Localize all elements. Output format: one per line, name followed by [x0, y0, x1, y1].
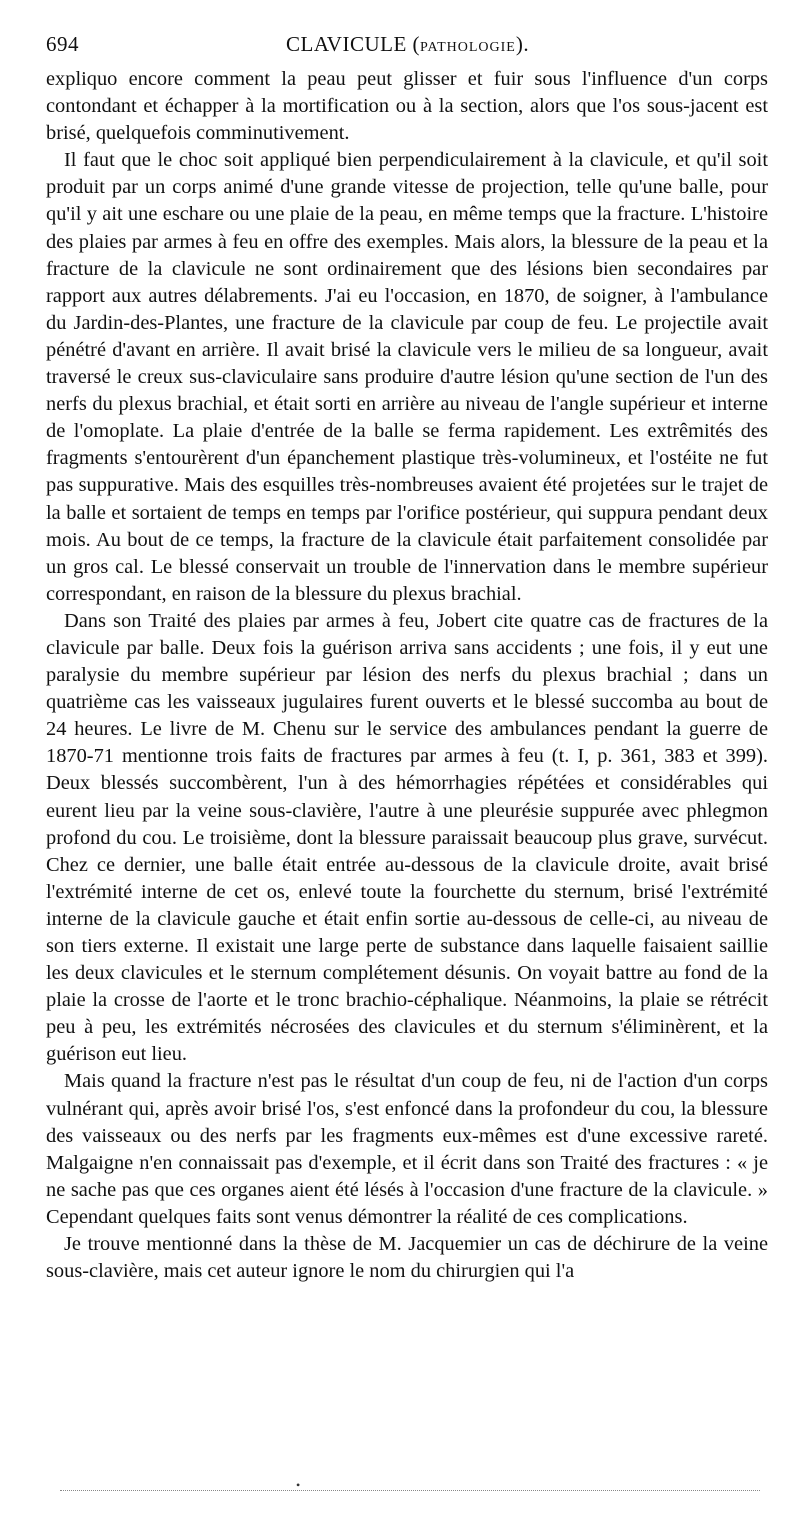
running-title-small-caps: PATHOLOGIE [420, 40, 516, 55]
body-text [46, 66, 768, 1285]
paragraph-4: Mais quand la fracture n'est pas le résultat d'un coup de feu, ni de l'action d'un corps vulnérant qui, après avoir brisé l'os, s'est enfoncé dans la profondeur du cou, la blessure des vaisseaux ou des nerfs par les fragments eux-mêmes est d'une excessive rareté. Malgaigne n'en connaissait pas d'exemple, et il écrit dans son Traité des fractures : « je ne sache pas que ces organes aient été lésés à l'occasion d'une fracture de la clavicule. » Cependant quelques faits sont venus démontrer la réalité de ces complications. [46, 1070, 768, 1228]
paragraph-3: Dans son Traité des plaies par armes à feu, Jobert cite quatre cas de fractures de la clavicule par balle. Deux fois la guérison arriva sans accidents ; une fois, il y eut une paralysie du membre supérieur par lésion des nerfs du plexus brachial ; dans un quatrième cas les vaisseaux jugulaires furent ouverts et le blessé succomba au bout de 24 heures. Le livre de M. Chenu sur le service des ambulances pendant la guerre de 1870-71 mentionne trois faits de fractures par armes à feu (t. I, p. 361, 383 et 399). Deux blessés succombèrent, l'un à des hémorrhagies répétées et considérables qui eurent lieu par la veine sous-clavière, l'autre à une pleurésie suppurée avec phlegmon profond du cou. Le troisième, dont la blessure paraissait beaucoup plus grave, survécut. Chez ce dernier, une balle était entrée au-dessous de la clavicule droite, avait brisé l'extrémité interne de cet os, enlevé toute la fourchette du sternum, brisé l'extrémité interne de la clavicule gauche et était enfin sortie au-dessous de celle-ci, au niveau de son tiers externe. Il existait une large perte de substance dans laquelle faisaient saillie les deux clavicules et le sternum complétement désunis. On voyait battre au fond de la plaie la crosse de l'aorte et le tronc brachio-céphalique. Néanmoins, la plaie se rétrécit peu à peu, les extrémités nécrosées des clavicules et du sternum s'éliminèrent, et la guérison eut lieu. [46, 609, 768, 1066]
running-title-end: ). [515, 32, 530, 56]
running-title-main: CLAVICULE ( [286, 32, 421, 56]
footer-rule [60, 1490, 760, 1491]
page-header [46, 32, 764, 62]
page-number: 694 [46, 32, 79, 56]
paragraph-2: Il faut que le choc soit appliqué bien perpendiculairement à la clavicule, et qu'il soit produit par un corps animé d'une grande vitesse de projection, telle qu'une balle, pour qu'il y ait une eschare ou une plaie de la peau, en même temps que la fracture. L'histoire des plaies par armes à feu en offre des exemples. Mais alors, la blessure de la peau et la fracture de la clavicule ne sont ordinairement que des lésions bien secondaires par rapport aux autres délabrements. J'ai eu l'occasion, en 1870, de soigner, à l'ambulance du Jardin-des-Plantes, une fracture de la clavicule par coup de feu. Le projectile avait pénétré d'avant en arrière. Il avait brisé la clavicule vers le milieu de sa longueur, avait traversé le creux sus-claviculaire sans produire d'autre lésion qu'une section de l'un des nerfs du plexus brachial, et était sorti en arrière au niveau de l'angle supérieur et interne de l'omoplate. La plaie d'entrée de la balle se ferma rapidement. Les extrêmités des fragments s'entourèrent d'un épanchement plastique très-volumineux, et l'ostéite ne fut pas suppurative. Mais des esquilles très-nombreuses avaient été projetées sur le trajet de la balle et sortaient de temps en temps par l'orifice postérieur, qui suppura pendant deux mois. Au bout de ce temps, la fracture de la clavicule était parfaitement consolidée par un gros cal. Le blessé conservait un trouble de l'innervation dans le membre supérieur correspondant, en raison de la blessure du plexus brachial. [46, 149, 768, 605]
paragraph-5: Je trouve mentionné dans la thèse de M. Jacquemier un cas de déchirure de la veine sous-clavière, mais cet auteur ignore le nom du chirurgien qui l'a [46, 1233, 768, 1283]
footer-mark: • [296, 1478, 301, 1492]
paragraph-1: expliquo encore comment la peau peut glisser et fuir sous l'influence d'un corps contondant et échapper à la mortification ou à la section, alors que l'os sous-jacent est brisé, quelquefois comminutivement. [46, 68, 768, 145]
running-title [286, 32, 529, 57]
